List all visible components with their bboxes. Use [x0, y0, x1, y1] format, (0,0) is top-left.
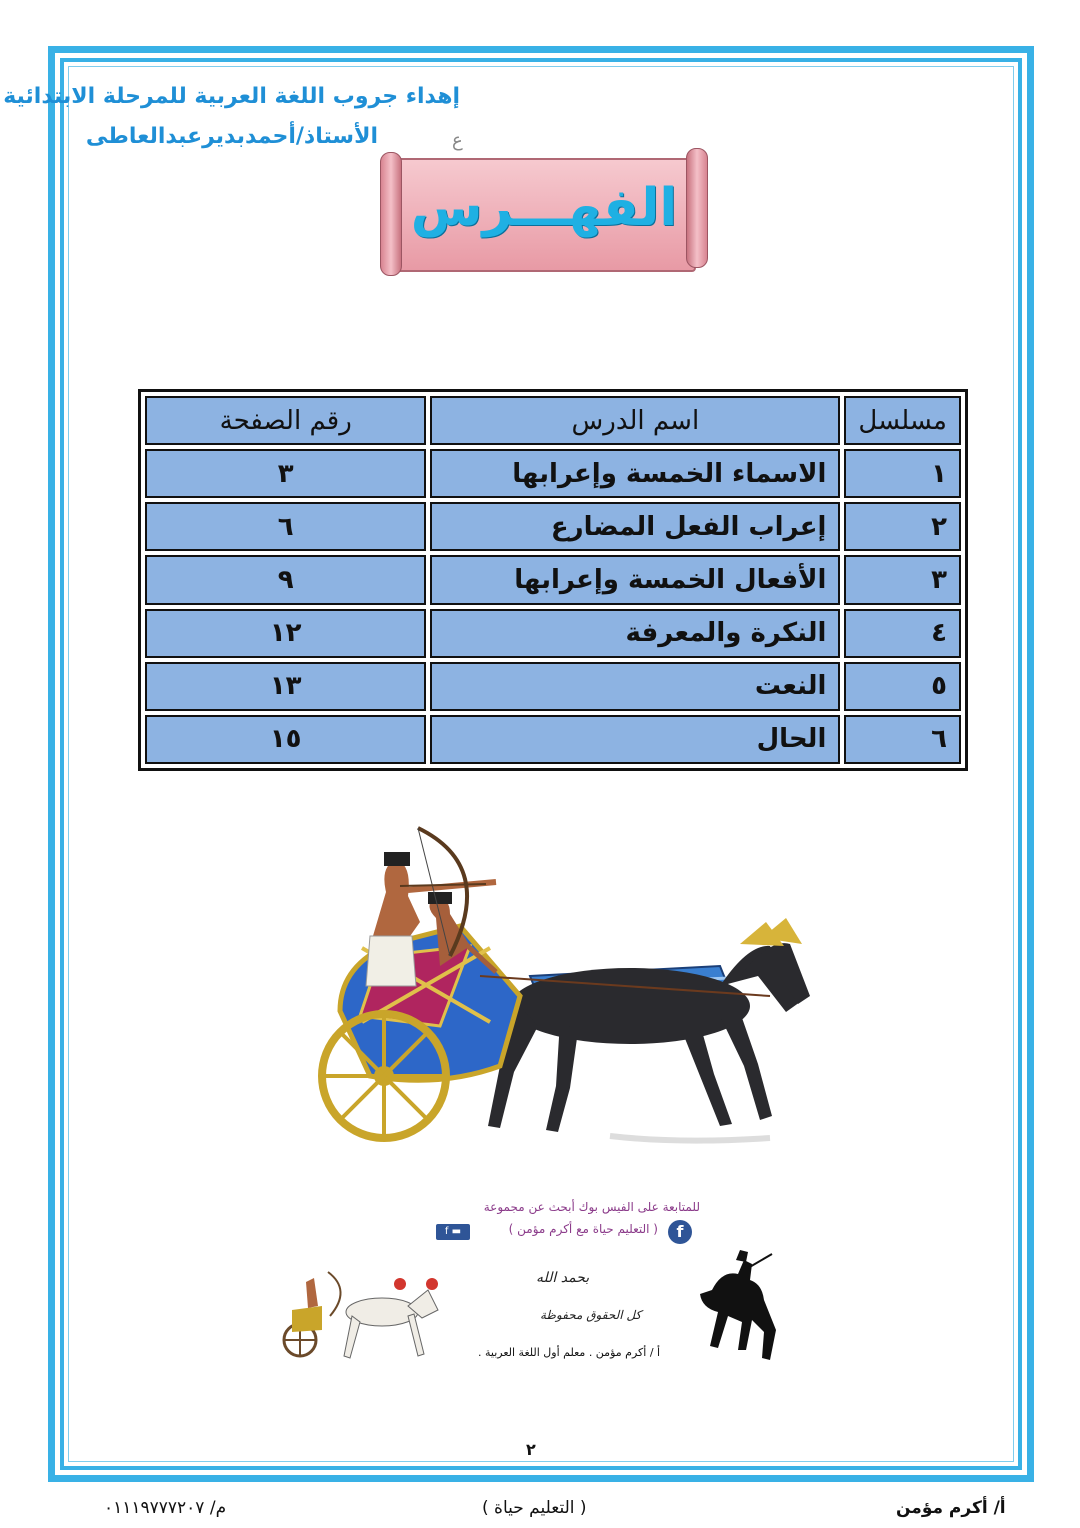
teacher-credit: أ / أكرم مؤمن . معلم أول اللغة العربية . — [478, 1346, 661, 1359]
row-lesson: الحال — [430, 715, 840, 764]
index-table — [138, 389, 968, 771]
header-page: رقم الصفحة — [145, 396, 426, 445]
header-serial: مسلسل — [844, 396, 961, 445]
row-serial: ٦ — [844, 715, 961, 764]
table-row — [145, 609, 961, 658]
table-row — [145, 502, 961, 551]
row-lesson: الأفعال الخمسة وإعرابها — [430, 555, 840, 604]
row-serial: ١ — [844, 449, 961, 498]
row-lesson: إعراب الفعل المضارع — [430, 502, 840, 551]
page-number: ٢ — [526, 1440, 536, 1459]
footer-phone: م/ ٠١١١٩٧٧٧٢٠٧ — [104, 1498, 227, 1518]
table-row — [145, 662, 961, 711]
horse-rider-silhouette — [692, 1250, 784, 1365]
row-serial: ٢ — [844, 502, 961, 551]
table-row — [145, 715, 961, 764]
title-scroll-banner — [378, 148, 710, 278]
egyptian-chariot-illustration — [300, 826, 810, 1146]
row-page: ١٥ — [145, 715, 426, 764]
row-page: ٩ — [145, 555, 426, 604]
row-lesson: النكرة والمعرفة — [430, 609, 840, 658]
footer-slogan: ( التعليم حياة ) — [482, 1498, 587, 1518]
row-serial: ٥ — [844, 662, 961, 711]
calligraphy-rights: كل الحقوق محفوظة — [540, 1308, 642, 1322]
promo-follow-text: للمتابعة على الفيس بوك أبحث عن مجموعة — [483, 1200, 700, 1214]
row-page: ٣ — [145, 449, 426, 498]
page-title: الفهـــرس — [410, 178, 678, 238]
row-page: ١٣ — [145, 662, 426, 711]
header-teacher: الأستاذ/أحمدبديرعبدالعاطى — [85, 124, 378, 149]
row-lesson: النعت — [430, 662, 840, 711]
table-header-row — [145, 396, 961, 445]
facebook-icon: f — [668, 1220, 692, 1244]
header-dedication: إهداء جروب اللغة العربية للمرحلة الابتدائية — [3, 84, 460, 109]
row-serial: ٤ — [844, 609, 961, 658]
promo-group-name: ( التعليم حياة مع أكرم مؤمن ) — [508, 1222, 658, 1236]
row-serial: ٣ — [844, 555, 961, 604]
footer-author: أ/ أكرم مؤمن — [896, 1498, 1006, 1518]
header-mark: ع — [452, 130, 463, 151]
row-page: ١٢ — [145, 609, 426, 658]
row-page: ٦ — [145, 502, 426, 551]
table-row — [145, 555, 961, 604]
table-row — [145, 449, 961, 498]
facebook-badge-icon: f ▬ — [436, 1224, 470, 1240]
calligraphy-praise: بحمد الله — [536, 1270, 590, 1286]
small-chariot-illustration — [282, 1270, 442, 1365]
row-lesson: الاسماء الخمسة وإعرابها — [430, 449, 840, 498]
header-lesson: اسم الدرس — [430, 396, 840, 445]
